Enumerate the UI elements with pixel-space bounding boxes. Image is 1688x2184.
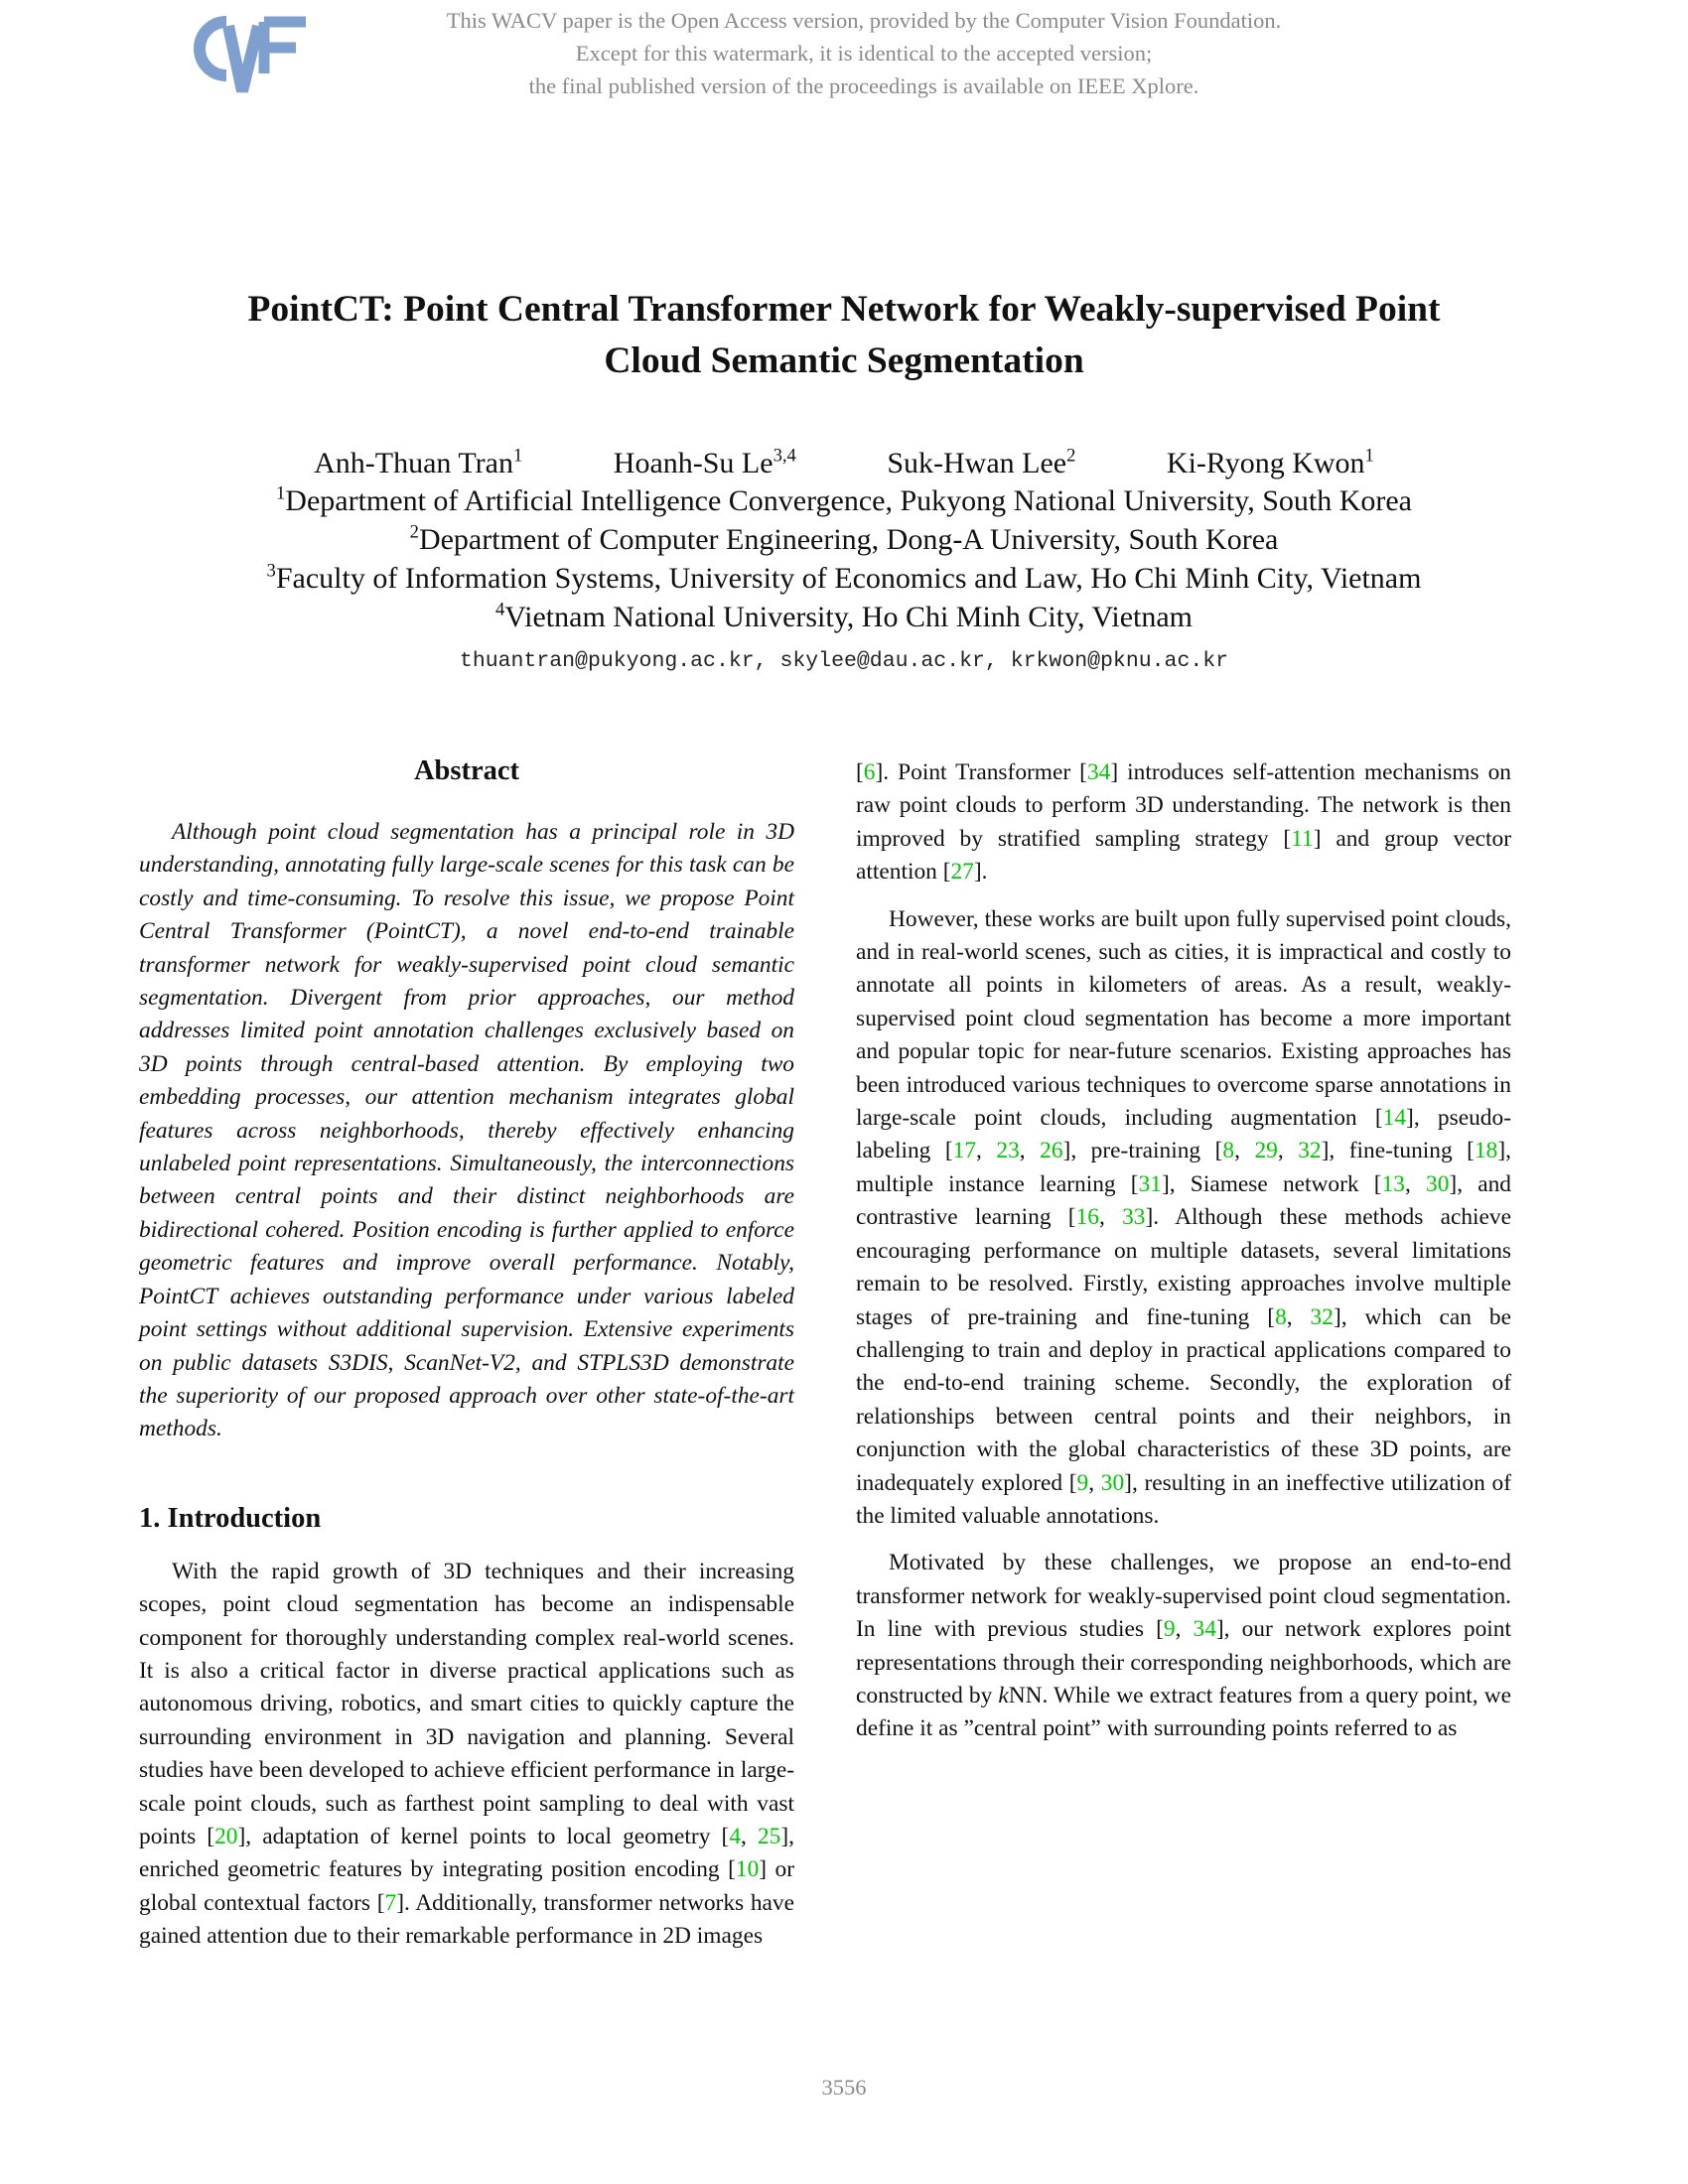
abstract-text: Although point cloud segmentation has a principal role in 3D understanding, annotating fully large-scale scenes for this task can be costly and time-consuming. To resolve this issue, we propose Point Central Transformer (PointCT), a novel end-to-end trainable transformer network for weakly-supervised point cloud semantic segmentation. Divergent from prior approaches, our method addresses limited point annotation challenges exclusively based on 3D points through central-based attention. By employing two embedding processes, our attention mechanism integrates global features across neighborhoods, thereby effectively enhancing unlabeled point representations. Simultaneously, the interconnections between central points and their distinct neighborhoods are bidirectional cohered. Position encoding is further applied to enforce geometric features and improve overall performance. Notably, PointCT achieves outstanding performance under various labeled point settings without additional supervision. Extensive experiments on public datasets S3DIS, ScanNet-V2, and STPLS3D demonstrate the superiority of our proposed approach over other state-of-the-art methods. <box>139 819 794 1442</box>
citation-link[interactable]: 26 <box>1040 1138 1063 1164</box>
citation-link[interactable]: 30 <box>1100 1469 1125 1496</box>
cvf-logo-text: CVF <box>383 212 385 213</box>
citation-link[interactable]: 23 <box>996 1138 1020 1164</box>
left-column <box>139 754 794 1954</box>
citation-link[interactable]: 34 <box>1193 1616 1216 1643</box>
text-segment: ], multiple instance learning [ <box>856 1138 1511 1197</box>
citation-link[interactable]: 17 <box>952 1138 977 1164</box>
citation-link[interactable]: 16 <box>1075 1204 1099 1231</box>
author-name: Hoanh-Su Le <box>613 447 774 479</box>
title-line: PointCT: Point Central Transformer Network for Weakly-supervised Point <box>247 289 1441 330</box>
citation-link[interactable]: 32 <box>1298 1138 1322 1164</box>
text-segment: ]. Point Transformer [ <box>875 759 1087 785</box>
title-line: Cloud Semantic Segmentation <box>604 341 1084 381</box>
open-access-watermark <box>298 4 1430 102</box>
citation-link[interactable]: 25 <box>757 1823 781 1849</box>
watermark-line: Except for this watermark, it is identical to the accepted version; <box>575 41 1153 66</box>
author-affiliation-mark: 3,4 <box>773 445 796 467</box>
text-segment: , <box>1404 1170 1427 1197</box>
text-segment: [ <box>856 759 864 785</box>
text-segment: ], which can be challenging to train and deploy in practical applications compared to the end-to-end training scheme. Secondly, the exploration of relationships between central points and their neighbors, in conjunction with the global characteristics of these 3D points, are inadequately explored [ <box>856 1303 1511 1496</box>
author-list <box>99 445 1589 482</box>
text-segment: , <box>1098 1204 1123 1231</box>
math-symbol: k <box>998 1682 1009 1708</box>
author-affiliation-mark: 1 <box>512 445 523 467</box>
affiliation-mark: 4 <box>494 599 505 620</box>
text-segment: , <box>1088 1469 1101 1496</box>
text-segment: ], our network explores point representations through their corresponding neighborhoods, which are constructed by <box>856 1616 1511 1708</box>
intro-paragraph-2 <box>856 903 1511 1534</box>
intro-paragraph-3 <box>856 1547 1511 1745</box>
citation-link[interactable]: 32 <box>1310 1303 1334 1330</box>
author <box>887 445 1075 482</box>
intro-paragraph-1-continued <box>856 756 1511 889</box>
cvf-logo <box>185 14 385 213</box>
page-number: 3556 <box>821 2075 867 2100</box>
text-segment: However, these works are built upon fully supervised point clouds, and in real-world scenes, such as cities, it is impractical and costly to annotate all points in kilometers of areas. As a result, weakly-supervised point cloud segmentation has become a more important and popular topic for near-future scenarios. Existing approaches has been introduced various techniques to overcome sparse annotations in large-scale point clouds, including augmentation [ <box>856 905 1511 1132</box>
citation-link[interactable]: 13 <box>1381 1170 1405 1197</box>
text-segment: , <box>741 1823 758 1849</box>
text-segment: , <box>1286 1303 1311 1330</box>
text-segment: Motivated by these challenges, we propose an end-to-end transformer network for weakly-supervised point cloud segmentation. In line with previous studies [ <box>856 1550 1511 1643</box>
author <box>614 445 796 482</box>
affiliation-text: Department of Computer Engineering, Dong-A University, South Korea <box>418 523 1279 556</box>
text-segment: ]. Additionally, transformer networks have gained attention due to their remarkable performance in 2D images <box>139 1889 794 1950</box>
text-segment: , <box>1277 1138 1299 1164</box>
citation-link[interactable]: 31 <box>1138 1170 1162 1197</box>
author-name: Ki-Ryong Kwon <box>1166 447 1365 479</box>
text-segment: ], and contrastive learning [ <box>856 1170 1512 1231</box>
author-name: Anh-Thuan Tran <box>314 447 513 479</box>
author <box>314 445 522 482</box>
text-segment: ] and group vector attention [ <box>856 825 1511 886</box>
citation-link[interactable]: 9 <box>1076 1469 1089 1496</box>
citation-link[interactable]: 20 <box>214 1823 238 1849</box>
intro-paragraph-1 <box>139 1556 794 1954</box>
affiliation <box>99 523 1589 557</box>
text-segment: ] or global contextual factors [ <box>139 1856 794 1916</box>
citation-link[interactable]: 27 <box>950 859 974 886</box>
author-name: Suk-Hwan Lee <box>887 447 1067 479</box>
affiliation <box>99 601 1589 634</box>
text-segment: NN. While we extract features from a query point, we define it as ”central point” with surrounding points referred to as <box>856 1682 1511 1742</box>
citation-link[interactable]: 33 <box>1122 1204 1146 1231</box>
paper-title <box>149 284 1539 387</box>
text-segment: ]. <box>973 859 988 886</box>
affiliation-mark: 3 <box>266 560 276 582</box>
watermark-line: This WACV paper is the Open Access version, provided by the Computer Vision Foundation. <box>446 8 1282 33</box>
text-segment: ], Siamese network [ <box>1161 1170 1382 1197</box>
affiliation-text: Vietnam National University, Ho Chi Minh City, Vietnam <box>504 601 1193 633</box>
citation-link[interactable]: 29 <box>1254 1138 1278 1164</box>
watermark-line: the final published version of the proceedings is available on IEEE Xplore. <box>528 73 1199 98</box>
text-segment: ] introduces self-attention mechanisms on raw point clouds to perform 3D understanding. The network is then improved by stratified sampling strategy [ <box>856 759 1511 852</box>
text-segment: , <box>1019 1138 1041 1164</box>
citation-link[interactable]: 18 <box>1474 1138 1498 1164</box>
citation-link[interactable]: 34 <box>1086 759 1111 785</box>
citation-link[interactable]: 8 <box>1275 1303 1287 1330</box>
text-segment: With the rapid growth of 3D techniques and their increasing scopes, point cloud segmentation has become an indispensable component for thoroughly understanding complex real-world scenes. It is also a critical factor in diverse practical applications such as autonomous driving, robotics, and smart cities to quickly capture the surrounding environment in 3D navigation and planning. Several studies have been developed to achieve efficient performance in large-scale point clouds, such as farthest point sampling to deal with vast points [ <box>139 1558 794 1849</box>
citation-link[interactable]: 8 <box>1222 1138 1235 1164</box>
text-segment: ], fine-tuning [ <box>1321 1138 1475 1164</box>
citation-link[interactable]: 14 <box>1382 1105 1407 1132</box>
citation-link[interactable]: 10 <box>735 1856 760 1883</box>
right-column <box>856 756 1511 1746</box>
citation-link[interactable]: 11 <box>1291 825 1314 852</box>
affiliation-mark: 2 <box>409 521 419 543</box>
author-affiliation-mark: 1 <box>1364 445 1374 467</box>
citation-link[interactable]: 4 <box>729 1823 742 1849</box>
text-segment: ], pseudo-labeling [ <box>856 1105 1511 1164</box>
citation-link[interactable]: 6 <box>863 759 876 785</box>
text-segment: ]. Although these methods achieve encouraging performance on multiple datasets, several limitations remain to be resolved. Firstly, existing approaches involve multiple stages of pre-training and fine-tuning [ <box>856 1204 1511 1330</box>
affiliation-text: Department of Artificial Intelligence Convergence, Pukyong National University, South Korea <box>285 484 1412 517</box>
affiliation-mark: 1 <box>276 482 286 504</box>
citation-link[interactable]: 7 <box>384 1889 397 1916</box>
text-segment: ], enriched geometric features by integrating position encoding [ <box>139 1823 795 1883</box>
text-segment: ], pre-training [ <box>1062 1138 1223 1164</box>
affiliation <box>99 562 1589 596</box>
affiliation <box>99 484 1589 518</box>
abstract-heading: Abstract <box>413 755 520 786</box>
text-segment: ], resulting in an ineffective utilization of the limited valuable annotations. <box>856 1469 1511 1529</box>
citation-link[interactable]: 9 <box>1163 1616 1176 1643</box>
text-segment: ], adaptation of kernel points to local geometry [ <box>237 1823 730 1849</box>
introduction-heading: 1. Introduction <box>139 1502 322 1534</box>
citation-link[interactable]: 30 <box>1426 1170 1450 1197</box>
affiliation-text: Faculty of Information Systems, University of Economics and Law, Ho Chi Minh City, Vietnam <box>275 562 1422 595</box>
text-segment: , <box>976 1138 997 1164</box>
author-affiliation-mark: 2 <box>1066 445 1076 467</box>
text-segment: , <box>1234 1138 1255 1164</box>
text-segment: , <box>1175 1616 1194 1643</box>
author-emails: thuantran@pukyong.ac.kr, skylee@dau.ac.kr, krkwon@pknu.ac.kr <box>459 649 1229 673</box>
author <box>1167 445 1374 482</box>
